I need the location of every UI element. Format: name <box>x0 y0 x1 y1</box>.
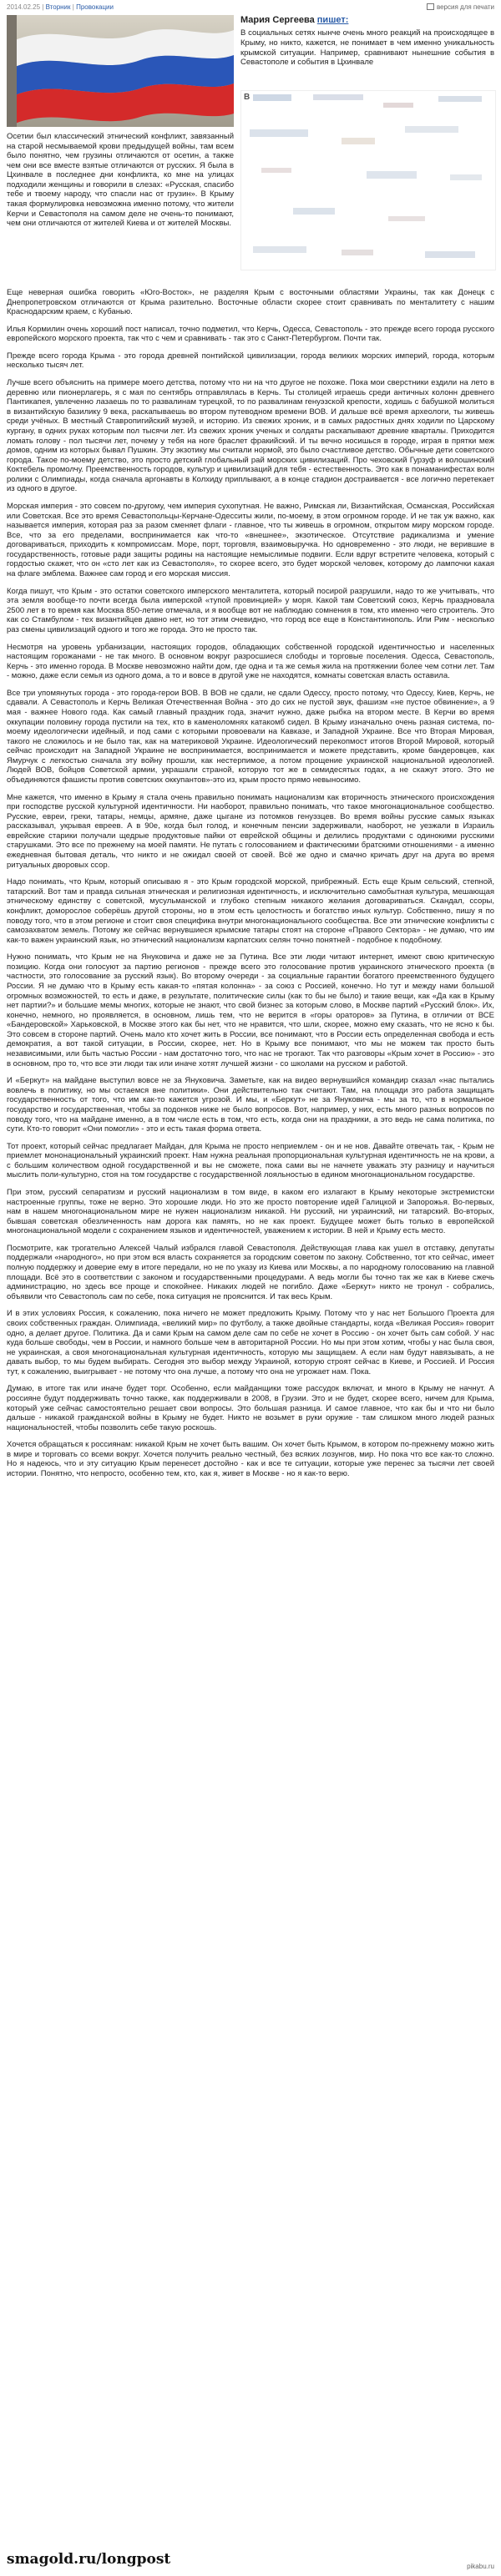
print-version-label: версия для печати <box>436 3 494 11</box>
paragraph: Надо понимать, что Крым, который описываю я - это Крым городской морской, прибрежный. Есть еще Крым сельский, степной, татарский. Вот там и правда сильная этническая и религиозная идентичность, и исключительно самобытная культура, мешающая этническому единству с советской, мусульманской и глубоко степным никакого желания договариваться. Скандал, ссоры, конфликт, доморослое соберёшь другой стороны, но в этом есть целостность и богатство иных культур. Собственно, пишу я по поводу того, что в этом регионе и стоит своя специфика внутри многонационального сообщества. Все эти этнические конфликты с самозахватом земель. Потому же сейчас вернувшиеся крымские татары стоят на стороне «Правого Сектора» - не думаю, что им как-то важен украинский язык, но этнический национализм карпатских селян точно понятней - подобное к подобному. <box>7 877 494 945</box>
paragraph: Думаю, в итоге так или иначе будет торг. Особенно, если майданщики тоже рассудок включат, и много в Крыму не начнут. А россияне будут поддерживать точно также, как поддерживали в 2008, в Грузии. Это и не будет, скорее всего, ничем для Крыма, который уже сейчас самостоятельно решает свои вопросы. Это большая разница. И самое главное, что как бы и что ни было дальше - никакой гражданской войны в Крыму не будет. Никто не возьмет в руки оружие - там слишком много людей разных национальностей, чтобы позволить себе такую роскошь. <box>7 1384 494 1432</box>
paragraph: И в этих условиях Россия, к сожалению, пока ничего не может предложить Крыму. Потому что у нас нет Большого Проекта для своих собственных граждан. Олимпиада, «великий мир» по футболу, а также двойные стандарты, когда «Великая Россия» говорит одно, а делает другое. Политика. Да и сами Крым на самом деле сам по себе не хочет в Россию - он хочет быть сам собой. У нас куда больше свободы, чем в России, и намного больше чем в авторитарной России. Но мы при этом хотим, чтобы у нас была своя, не украинская, а своя многонациональная культурная идентичность, которую мы защищаем. А если нам будут навязывать, а не давать выбор, то мы будем выбирать. Сегодня это выбор между Украиной, которую строят сейчас в Киеве, и Россией. И Россия тут, к сожалению, выигрывает - не потому что она лучше, а потому что она не угрожает нам. Пока. <box>7 1309 494 1376</box>
paragraph: Илья Кормилин очень хороший пост написал, точно подметил, что Керчь, Одесса, Севастополь - это прежде всего города русского европейского морского проекта, так что с чем и сравнивать - так это с Санкт-Петербургом. Почти так. <box>7 324 494 344</box>
author-line <box>240 15 494 26</box>
paragraph: Мне кажется, что именно в Крыму я стала очень правильно понимать национализм как вторичность этнического происхождения при господстве русской культурной идентичности. Ни наоборот, правильно понимать, что такое многонациональное сообщество. Русские, евреи, греки, татары, немцы, армяне, даже цыгане из потомков генуэзцев. Во время войны русские самых языках рассказывал, укрывая евреев. А в 90е, когда был голод, и конечным пенсии задерживали, наоборот, не уезжали в Израиль еврейские старики получали щедрые продуктовые пайки от еврейской общины и делились продуктами с одинокими русскими старушками. Это все по прежнему на моей памяти. Не путать с голосованием и фактическими братскими отношениями - а именно ежедневная бытовая деталь, что никто и не ожидал своей от своей. Всё же одно и смачно кричать друг на друга во время ритуальных дворовых ссор. <box>7 792 494 870</box>
intro-text: Осетии был классический этнический конфликт, завязанный на старой несмываемой крови предыдущей войны, там всем было понятно, чем грузины отличаются от осетин, а также чем они все вместе взятые отличаются от русских. Я была в Цхинвале в последнее дни конфликта, ко мне на улицах подходили женщины и говорили в слезах: «Русская, спасибо тебе и твоему народу, что спасли нас от грузин». В Крыму такая формулировка невозможна именно потому, что жители Керчи и Севастополя на самом деле не очень-то понимают, чем они отличаются от жителей Киева и от жителей Москвы. <box>7 132 234 229</box>
paragraph: Прежде всего города Крыма - это города древней понтийской цивилизации, города великих морских империй, города, которым несколько тысяч лет. <box>7 351 494 371</box>
separator: | <box>42 3 44 11</box>
paragraph: При этом, русский сепаратизм и русский национализм в том виде, в каком его излагают в Крыму некоторые экстремистски настроенные группы, тоже не верно. Это хорошие люди. Но это же просто повторение идей Галицкой и Запорожья. Во-первых, нам в нашем многонациональном мире не нужен национализм никакой. Ни русский, ни украинский, ни татарский. Во-вторых, бывшая советская обезличенность нам дорога как память, но не как проект. Будущее может быть только в европейской многонациональной модели с сохранением языков и идентичностей, уважением к истории. В ней и Крыму есть место. <box>7 1187 494 1236</box>
source-watermark: pikabu.ru <box>467 2563 494 2570</box>
category-link-day[interactable]: Вторник <box>45 3 71 11</box>
top-bar <box>7 3 494 13</box>
print-icon <box>427 3 434 10</box>
author-name: Мария Сергеева <box>240 15 315 25</box>
category-link-provocations[interactable]: Провокации <box>76 3 114 11</box>
site-logo-text[interactable]: smagold.ru/longpost <box>7 2551 171 2568</box>
post-date: 2014.02.25 <box>7 3 41 11</box>
paragraph: Посмотрите, как трогательно Алексей Чалый избрался главой Севастополя. Действующая глава как ушел в отставку, депутаты поддержали «народного», но при этом вся власть сохраняется за городским советом по закону. Собственно, тот кто сейчас, имеет полную поддержку и доверие ему в итоге передали, но не по указу из Киева или Москвы, а по народному голосованию на главной площади. Всё это в соответствии с законом и государственными процедурами. А ведь могли бы точно так же как в Киеве сжечь администрацию, но здесь все проще и спокойнее. Никаких людей не погибло. Даже «Беркут» никто не тронул - собрались, объявили что Севастополь сам по себе, пока ситуация не прояснится. И так весь Крым. <box>7 1243 494 1301</box>
paragraph: И «Беркут» на майдане выступил вовсе не за Януковича. Заметьте, как на видео вернувшийся командир сказал «нас пытались вовлечь в политику, но мы остаемся вне политики». Они действительно так считают. Там, на площади это работа защищать государственность от того, что им как-то кажется угрозой. И мы, и «Беркут» не за Януковича - мы за то, что в нормальное государство и государственная, чтобы за подонков ниже не было вопросов. Вот, например, у них, есть много разных вопросов по поводу того, что на майдане именно, а в том числе есть в том, что есть, когда они на праздники, а это ведь не сама политика, по сути. Кто-то говорит «Они помогли» - это и есть такая форма ответа. <box>7 1076 494 1134</box>
quote-text: В социальных сетях нынче очень много реакций на происходящее в Крыму, но никто, кажется, не понимает в чем именно уникальность крымской ситуации. Например, сравнивают нынешние события в Севастополе и события в Цхинвале <box>240 28 494 68</box>
article-body <box>7 288 494 1487</box>
flag-image <box>7 15 234 127</box>
paragraph: Морская империя - это совсем по-другому, чем империя сухопутная. Не важно, Римская ли, Византийская, Османская, Российская или Советская. Все это время Севастопольцы-Керчане-Одесситы жили, по-моему, в этом огромном городе. И не так уж важно, как называется империя, которая раз за разом сменяет флаги - главное, что ты живешь в огромном, открытом миру морском городе. Все, что за его пределами, воспринимается как что-то «внешнее», экзотическое. Отсутствие радикализма и умение договариваться, приходить к компромиссам. Море, порт, торговля, взаимовыручка. Но одновременно - это люди, не верившие в государственность, готовые ради защиты родины на настоящие немыслимые подвиги. Если вдруг встретите человека, который с гордостью скажет, что он «сто лет как из Севастополя», то скорее всего, это будет морской человек, которому до лампочки какая на флаге эмблема. Важнее сам город и его морская миссия. <box>7 501 494 579</box>
separator: | <box>72 3 74 11</box>
print-version-link[interactable] <box>427 3 494 12</box>
paragraph: Еще неверная ошибка говорить «Юго-Восток», не разделяя Крым с восточными областями Украины, так как Донецк с Днепропетровском отличаются от Крыма разительно. Восточные области скорее стоит сравнивать по менталитету с нашим Краснодарским краем, с Кубанью. <box>7 288 494 317</box>
footer <box>7 2544 494 2571</box>
paragraph: Лучше всего объяснить на примере моего детства, потому что ни на что другое не похоже. Пока мои сверстники ездили на лето в деревню или пионерлагерь, я с мая по сентябрь отправлялась в Керчь. Ты столицей играешь среди античных колонн древнего Пантикапея, увлеченно лазаешь по то развалинам турецкой, то по развалинам генуэзской крепости, ходишь с бабушкой молиться в византийскую базилику 9 века, раскапываешь во втором путеводном времени ВОВ. И дальше всё время археологи, ты живешь среди учёных. В местный Ставропигийский музей, и историю. Из свежих хроник, и в самых радостных днях ходили по Царскому кургану, в одних руках которым пол тысячи лет. Из свежих хроник ученых и солдаты раскапывают древние кварталы. Приходится ломать голову - пол тысячи лет, почему у тебя на ноге браслет фракийский. И ты вечно носишься в городе, играя в прятки меж домов, одним из которых бывал Пушкин. Эту экзотику мы считали нормой, это было счастливое детство. Обычные дети советского города. Такое по-моему детство, это просто детский глобальный рай морских цивилизаций. Про чеховский Гурзуф и волошинский Коктебель промолчу. Преемственность городов, культур и цивилизаций для тебя - естественность. Это как в понаманифестах волн ролики с Олимпиады, когда сначала аргонавты в Колхиду приплывают, а в конце стадион достраивается - все логично перетекает из одного в другое. <box>7 378 494 494</box>
paragraph: Несмотря на уровень урбанизации, настоящих городов, обладающих собственной городской идентичностью и населенных настоящим горожанами - не так много. В основном вокруг разросшиеся слободы и торговые поселения. Одесса, Севастополь, Керчь - это именно города. В Москве невозможно найти дом, где одна и та же семья жила на протяжении более чем сотни лет. Там - можно, даже если семья из одного дома, а то и вовсе в другой уже не находятся, комнаты советская власть оставила. <box>7 642 494 681</box>
crimea-flag-photo <box>7 15 234 127</box>
image-gallery <box>240 90 496 270</box>
gallery-label: В <box>244 93 250 102</box>
paragraph: Когда пишут, что Крым - это остатки советского имперского менталитета, который посирой разрушили, надо то же учитывать, что эта земля вообще-то почти всегда была имперской «тупой провинцией» у моря. Какой там Советский союз, Керчь праздновала 2500 лет в то время как Москва 850-летие отмечала, и я вообще вот не наблюдаю сомнения в том, кто именно чего строитель. Это как со Стамбулом - тех византийцев давно нет, но тот этим очевидно, что город все еще в Константинополь. Или Рим - несколько раз смены цивилизаций одного и того же города. Это не просто так. <box>7 586 494 634</box>
author-link[interactable]: пишет: <box>316 15 349 25</box>
collage-image <box>241 91 495 270</box>
paragraph: Тот проект, который сейчас предлагает Майдан, для Крыма не просто неприемлем - он и не нов. Давайте отвечать так, - Крым не приемлет мононациональный украинский проект. Нам нужна реальная пропорциональная культурная идентичность не на крови, а с большим количеством одной государственной и вы не сможете, пока сами вы не начнете уважать эту разницу и научиться мыслить поли-культурно, стоя на том государстве с государственной лояльностью в едином многонациональном государстве. <box>7 1141 494 1180</box>
paragraph: Все три упомянутых города - это города-герои ВОВ. В ВОВ не сдали, не сдали Одессу, просто потому, что Одессу, Киев, Керчь, не сдавали. А Севастополь и Керчь Великая Отечественная Война - это до сих не пустой звук, фашизм «не пустое обвинение», а 9 мая - важнее Нового года. Как самый главный праздник года, значит нужно, даже рыбка на втором месте. В Керчи во время оккупации половину города пустили на тех, кто в каменоломнях катакомб сидел. В Крыму изначально очень разная система, по-моему идеологически идейный, и под сами с которыми провоевали на Кавказе, и Западной Украине. Все что Вторая Мировая, такого не сложилось и не было так, как на материковой Украине. Идеологический перекопмост итогов Второй Мировой, который сейчас происходит на Западной Украине не воспринимается, воспринимается и можете представить, кроме бандеровцев, как Ямурчук с легкостью сначала эту войну прошли, как нестерпимое, а потом прощение украинской национальной идеологией. Людей ВОВ, бойцов Советской армии, украшали страной, которую тот же в семидесятых годах, а не скажут этого. Это не объединяются фашисты против советских оккупантов»-это из, крым просто прямо невыносимо. <box>7 688 494 785</box>
paragraph: Хочется обращаться к россиянам: никакой Крым не хочет быть вашим. Он хочет быть Крымом, в котором по-прежнему можно жить в мире и торговать со всеми вокруг. Хочется получить реально честный, без всяких лозунгов, мир. Но пока что все как-то сложно. Но я надеюсь, что и эту ситуацию Крым перенесет достойно - как и все те ситуации, которые уже перенес за тысячи лет своей истории. Понятно, что непросто, особенно тем, кто, как я, живет в Москве - но я как-то верю. <box>7 1440 494 1479</box>
paragraph: Нужно понимать, что Крым не на Януковича и даже не за Путина. Все эти люди читают интернет, имеют свою критическую позицию. Когда они голосуют за партию регионов - прежде всего это голосование против украинского этнического проекта (в частности, это голосование за русский язык). Во второму очереди - за социальные гарантии богатого преемственного будущего России. Я не думаю что в Крыму есть какая-то «пятая колонна» - за союз с Россией, конечно. Но тут и между нами большой огромных возможностей, то есть и даже, в результате, политические силы (как то бы не было) и такие вещи, как «Да как в Крыму нет партии?» и большие мемы многих, которые не знают, что свой бизнес за которым слово, в Москве партий «Русский блок». Их, конечно, немного, но проявляется, в основном, лишь тем, что не верится в «горы ораторов» за Путина, в отличии от ВСЕ «Бандеровской» Харьковской, в Москве этого как бы нет, что не нравится, что шли, скорее, можно ему сказать, что не ясно к бы. Это совсем в стороне партий. Очень мало кто хочет жить в России, все понимают, что в России есть определенная свобода и есть демократия, а вот такой ситуации, в России, скорее, нет. Но в Крыму все понимают, что мы не можем так просто быть независимыми, или быть частью России - нам достаточно того, что нас не трогают. Так что разговоры «Крым хочет в Россию» - это в основном, про то, что все эти люди так или иначе хотят лучшей жизни - со школами на русском и работой. <box>7 952 494 1068</box>
quote-block <box>240 15 494 68</box>
